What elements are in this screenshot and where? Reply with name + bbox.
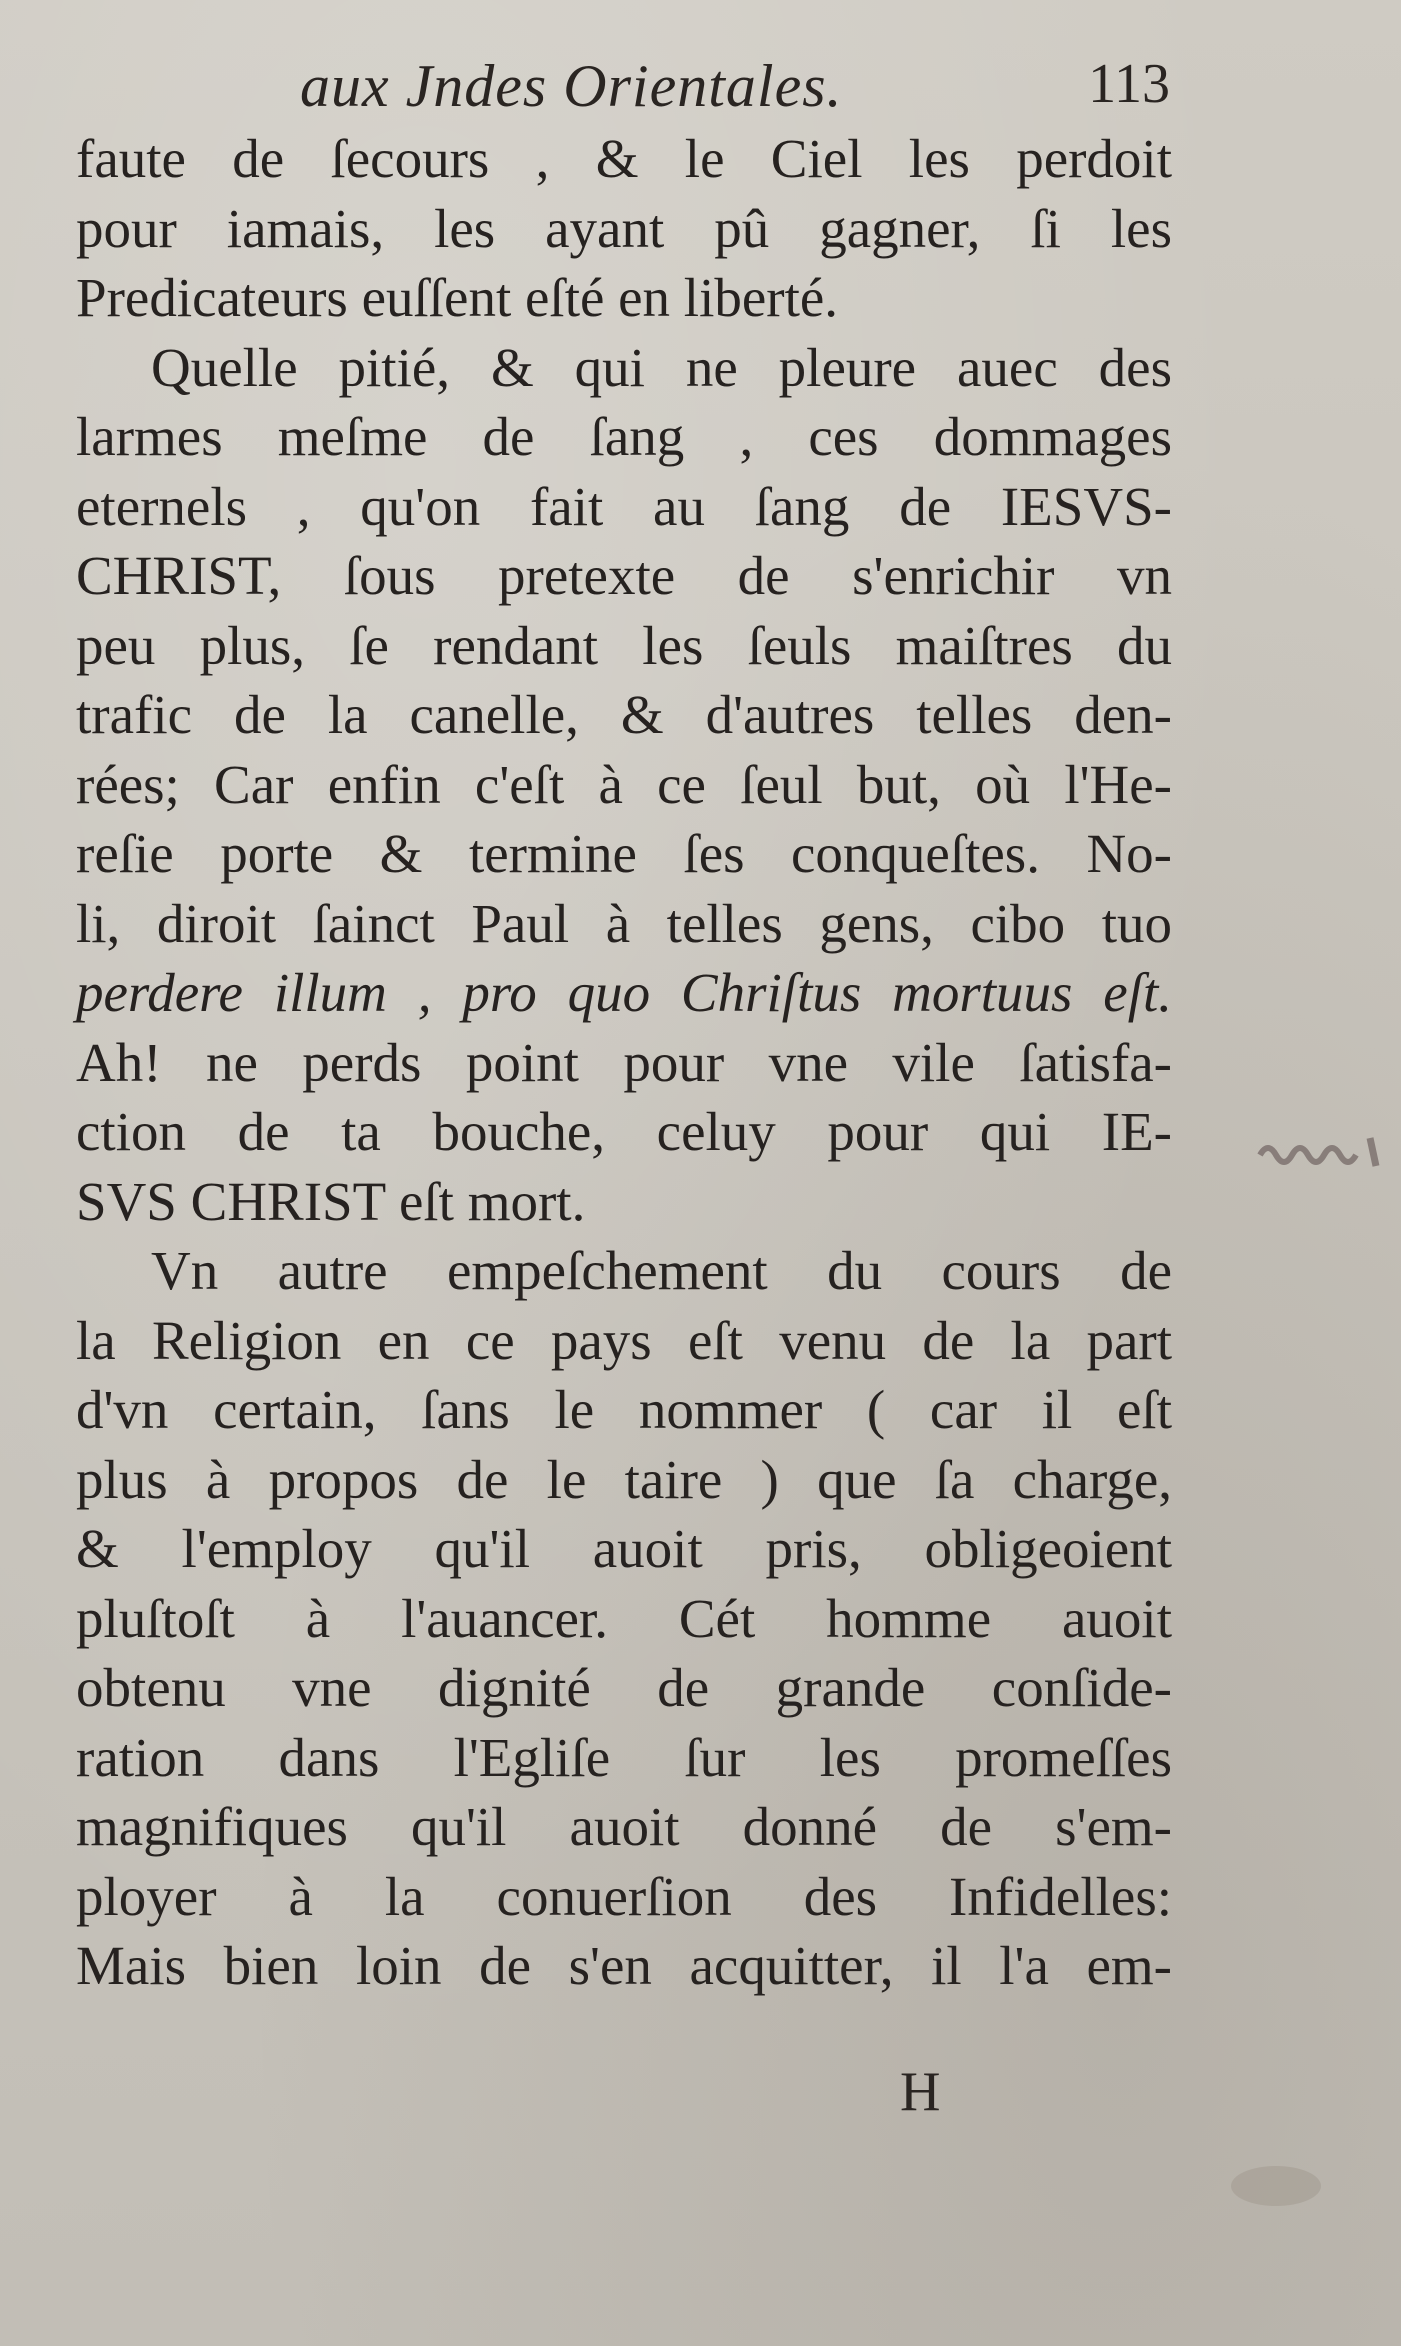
- text-line: Vn autre empeſchement du cours de: [151, 1240, 1172, 1301]
- body-text: [76, 124, 1172, 2001]
- text-line: CHRIST, ſous pretexte de s'enrichir vn: [76, 545, 1172, 606]
- text-line: pour iamais, les ayant pû gagner, ſi les: [76, 197, 1172, 259]
- text-line: eternels , qu'on fait au ſang de IESVS-: [76, 475, 1172, 537]
- text-line: pluſtoſt à l'auancer. Cét homme auoit: [76, 1587, 1172, 1649]
- text-line: SVS CHRIST eſt mort.: [76, 1170, 586, 1232]
- text-line: ployer à la conuerſion des Infidelles:: [76, 1865, 1172, 1927]
- running-head: aux Jndes Orientales.: [300, 53, 843, 119]
- text-line: reſie porte & termine ſes conqueſtes. No-: [76, 823, 1172, 884]
- text-line: Quelle pitié, & qui ne pleure auec des: [151, 336, 1172, 398]
- text-line: Ah! ne perds point pour vne vile ſatisfa-: [76, 1031, 1172, 1093]
- catchword: H: [900, 2061, 941, 2123]
- page-header: [300, 52, 1170, 122]
- text-line: rées; Car enfin c'eſt à ce ſeul but, où l'He-: [76, 753, 1172, 815]
- ink-bleed-through: [1250, 1120, 1400, 1180]
- text-line: d'vn certain, ſans le nommer ( car il eſt: [76, 1379, 1172, 1440]
- page-number: 113: [1088, 53, 1170, 115]
- text-line: obtenu vne dignité de grande conſide-: [76, 1657, 1172, 1718]
- text-line: & l'employ qu'il auoit pris, obligeoient: [76, 1518, 1172, 1579]
- text-line: faute de ſecours , & le Ciel les perdoit: [76, 128, 1172, 189]
- text-line-italic: perdere illum , pro quo Chriſtus mortuus eſt.: [76, 962, 1172, 1023]
- text-line: trafic de la canelle, & d'autres telles den-: [76, 684, 1172, 745]
- text-line: ction de ta bouche, celuy pour qui IE-: [76, 1101, 1172, 1162]
- text-line: plus à propos de le taire ) que ſa charge,: [76, 1448, 1172, 1510]
- text-line: magnifiques qu'il auoit donné de s'em-: [76, 1796, 1172, 1857]
- text-line: ration dans l'Egliſe ſur les promeſſes: [76, 1726, 1172, 1788]
- text-line: Predicateurs euſſent eſté en liberté.: [76, 267, 839, 328]
- text-line: peu plus, ſe rendant les ſeuls maiſtres du: [76, 614, 1172, 676]
- text-line: Mais bien loin de s'en acquitter, il l'a em-: [76, 1935, 1172, 1996]
- text-line: li, diroit ſainct Paul à telles gens, cibo tuo: [76, 892, 1172, 954]
- paper-stain: [1231, 2166, 1321, 2206]
- text-line: la Religion en ce pays eſt venu de la part: [76, 1309, 1172, 1371]
- text-line: larmes meſme de ſang , ces dommages: [76, 406, 1172, 467]
